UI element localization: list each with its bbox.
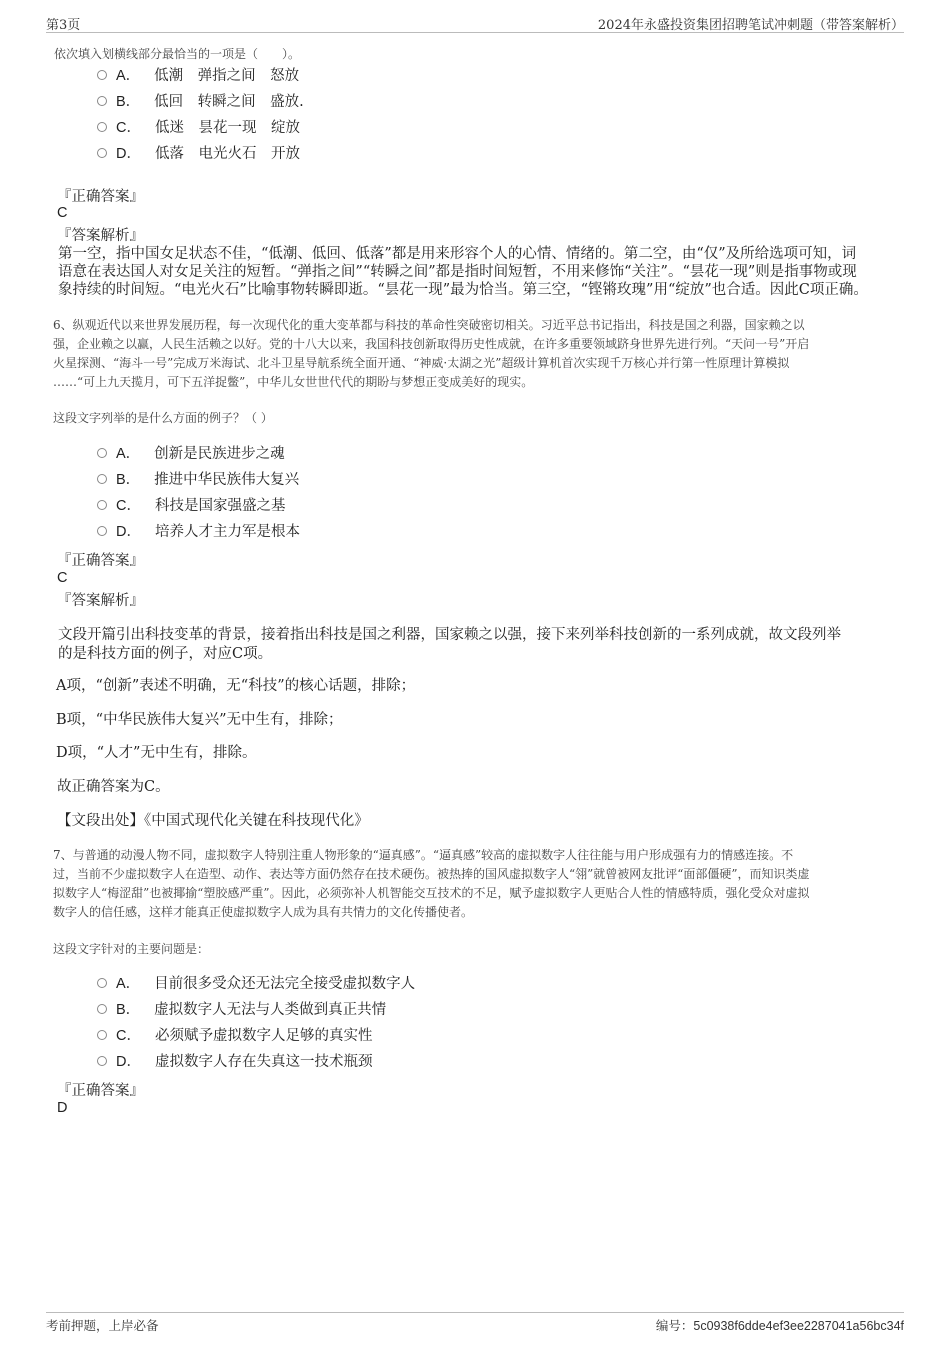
q6-analysis-intro-1: 文段开篇引出科技变革的背景，接着指出科技是国之利器，国家赖之以强，接下来列举科技创新的一系列成就，故文段列举 [58,627,841,643]
q6-source: 【文段出处】《中国式现代化关键在科技现代化》 [57,813,369,829]
page-header [46,14,904,33]
radio-icon[interactable] [97,1030,107,1040]
page-footer [46,1312,904,1335]
radio-icon[interactable] [97,122,107,132]
q6-passage-line-3: 火星探测、“海斗一号”完成万米海试、北斗卫星导航系统全面开通、“神威·太湖之光”超级计算机首次实现千万核心并行第一性原理计算模拟 [53,356,790,370]
q5-option-a[interactable]: A． 低潮 弹指之间 怒放 [97,64,299,88]
q7-option-d[interactable]: D． 虚拟数字人存在失真这一技术瓶颈 [97,1050,372,1074]
q5-analysis-line-2: 语意在表达国人对女足关注的短暂。“弹指之间”“转瞬之间”都是指时间短暂，不用来修饰“关注”。“昙花一现”则是指事物或现 [58,264,857,280]
radio-icon[interactable] [97,526,107,536]
radio-icon[interactable] [97,148,107,158]
radio-icon[interactable] [97,70,107,80]
footer-slogan: 考前押题，上岸必备 [46,1318,159,1333]
q6-passage-line-1: 6、纵观近代以来世界发展历程，每一次现代化的重大变革都与科技的革命性突破密切相关。习近平总书记指出，科技是国之利器，国家赖之以 [53,318,805,332]
document-title: 2024年永盛投资集团招聘笔试冲刺题（带答案解析） [597,18,904,33]
q5-answer: C [57,205,68,221]
q6-analysis-label: 『答案解析』 [57,593,144,609]
q7-answer: D [57,1100,68,1116]
q7-option-a[interactable]: A． 目前很多受众还无法完全接受虚拟数字人 [97,972,415,996]
q6-analysis-intro-2: 的是科技方面的例子，对应C项。 [58,646,273,662]
page-number: 第3页 [46,18,81,33]
q7-passage-line-3: 拟数字人“梅涩甜”也被揶揄“塑胶感严重”。因此，必须弥补人机智能交互技术的不足，赋予虚拟数字人更贴合人性的情感特质，强化受众对虚拟 [53,886,810,900]
q7-passage-line-4: 数字人的信任感，这样才能真正使虚拟数字人成为具有共情力的文化传播使者。 [53,905,474,919]
q7-option-b[interactable]: B． 虚拟数字人无法与人类做到真正共情 [97,998,386,1022]
q7-passage-line-1: 7、与普通的动漫人物不同，虚拟数字人特别注重人物形象的“逼真感”。“逼真感”较高的虚拟数字人往往能与用户形成强有力的情感连接。不 [53,848,794,862]
q6-option-b[interactable]: B． 推进中华民族伟大复兴 [97,468,299,492]
q6-stem: 这段文字列举的是什么方面的例子？（ ） [53,411,273,425]
radio-icon[interactable] [97,1004,107,1014]
document-code [656,1316,904,1334]
q5-option-d[interactable]: D． 低落 电光火石 开放 [97,142,300,166]
radio-icon[interactable] [97,1056,107,1066]
q5-analysis-label: 『答案解析』 [57,228,144,244]
q5-analysis-line-1: 第一空，指中国女足状态不佳，“低潮、低回、低落”都是用来形容个人的心情、情绪的。第二空，由“仅”及所给选项可知，词 [58,246,857,262]
q5-answer-label: 『正确答案』 [57,189,144,205]
q6-answer-label: 『正确答案』 [57,553,144,569]
q5-stem: 依次填入划横线部分最恰当的一项是（ ）。 [54,47,301,61]
q6-passage-line-2: 强，企业赖之以赢，人民生活赖之以好。党的十八大以来，我国科技创新取得历史性成就，在许多重要领域跻身世界先进行列。“天问一号”开启 [53,337,810,351]
q6-analysis-d: D项，“人才”无中生有，排除。 [56,745,257,761]
q7-answer-label: 『正确答案』 [57,1083,144,1099]
q6-analysis-a: A项，“创新”表述不明确，无“科技”的核心话题，排除； [56,678,416,694]
radio-icon[interactable] [97,96,107,106]
q7-option-c[interactable]: C． 必须赋予虚拟数字人足够的真实性 [97,1024,372,1048]
radio-icon[interactable] [97,500,107,510]
radio-icon[interactable] [97,448,107,458]
q6-option-a[interactable]: A． 创新是民族进步之魂 [97,442,285,466]
q7-stem: 这段文字针对的主要问题是： [53,942,210,956]
document-code-value: 5c0938f6dde4ef3ee2287041a56bc34f [693,1319,904,1333]
q5-analysis-line-3: 象持续的时间短。“电光火石”比喻事物转瞬即逝。“昙花一现”最为恰当。第三空，“铿锵玫瑰”用“绽放”也合适。因此C项正确。 [58,282,868,298]
q6-conclusion: 故正确答案为C。 [57,779,170,795]
document-code-label: 编号： [655,1318,694,1333]
radio-icon[interactable] [97,978,107,988]
q6-passage-line-4: ……“可上九天揽月，可下五洋捉鳖”，中华儿女世世代代的期盼与梦想正变成美好的现实。 [53,375,534,389]
q5-option-c[interactable]: C． 低迷 昙花一现 绽放 [97,116,300,140]
q6-option-c[interactable]: C． 科技是国家强盛之基 [97,494,285,518]
q5-option-b[interactable]: B． 低回 转瞬之间 盛放. [97,90,304,114]
q6-answer: C [57,570,68,586]
q7-passage-line-2: 过，当前不少虚拟数字人在造型、动作、表达等方面仍然存在技术硬伤。被热捧的国风虚拟数字人“翎”就曾被网友批评“面部僵硬”，而知识类虚 [53,867,810,881]
radio-icon[interactable] [97,474,107,484]
q6-option-d[interactable]: D． 培养人才主力军是根本 [97,520,300,544]
q6-analysis-b: B项，“中华民族伟大复兴”无中生有，排除； [56,712,343,728]
